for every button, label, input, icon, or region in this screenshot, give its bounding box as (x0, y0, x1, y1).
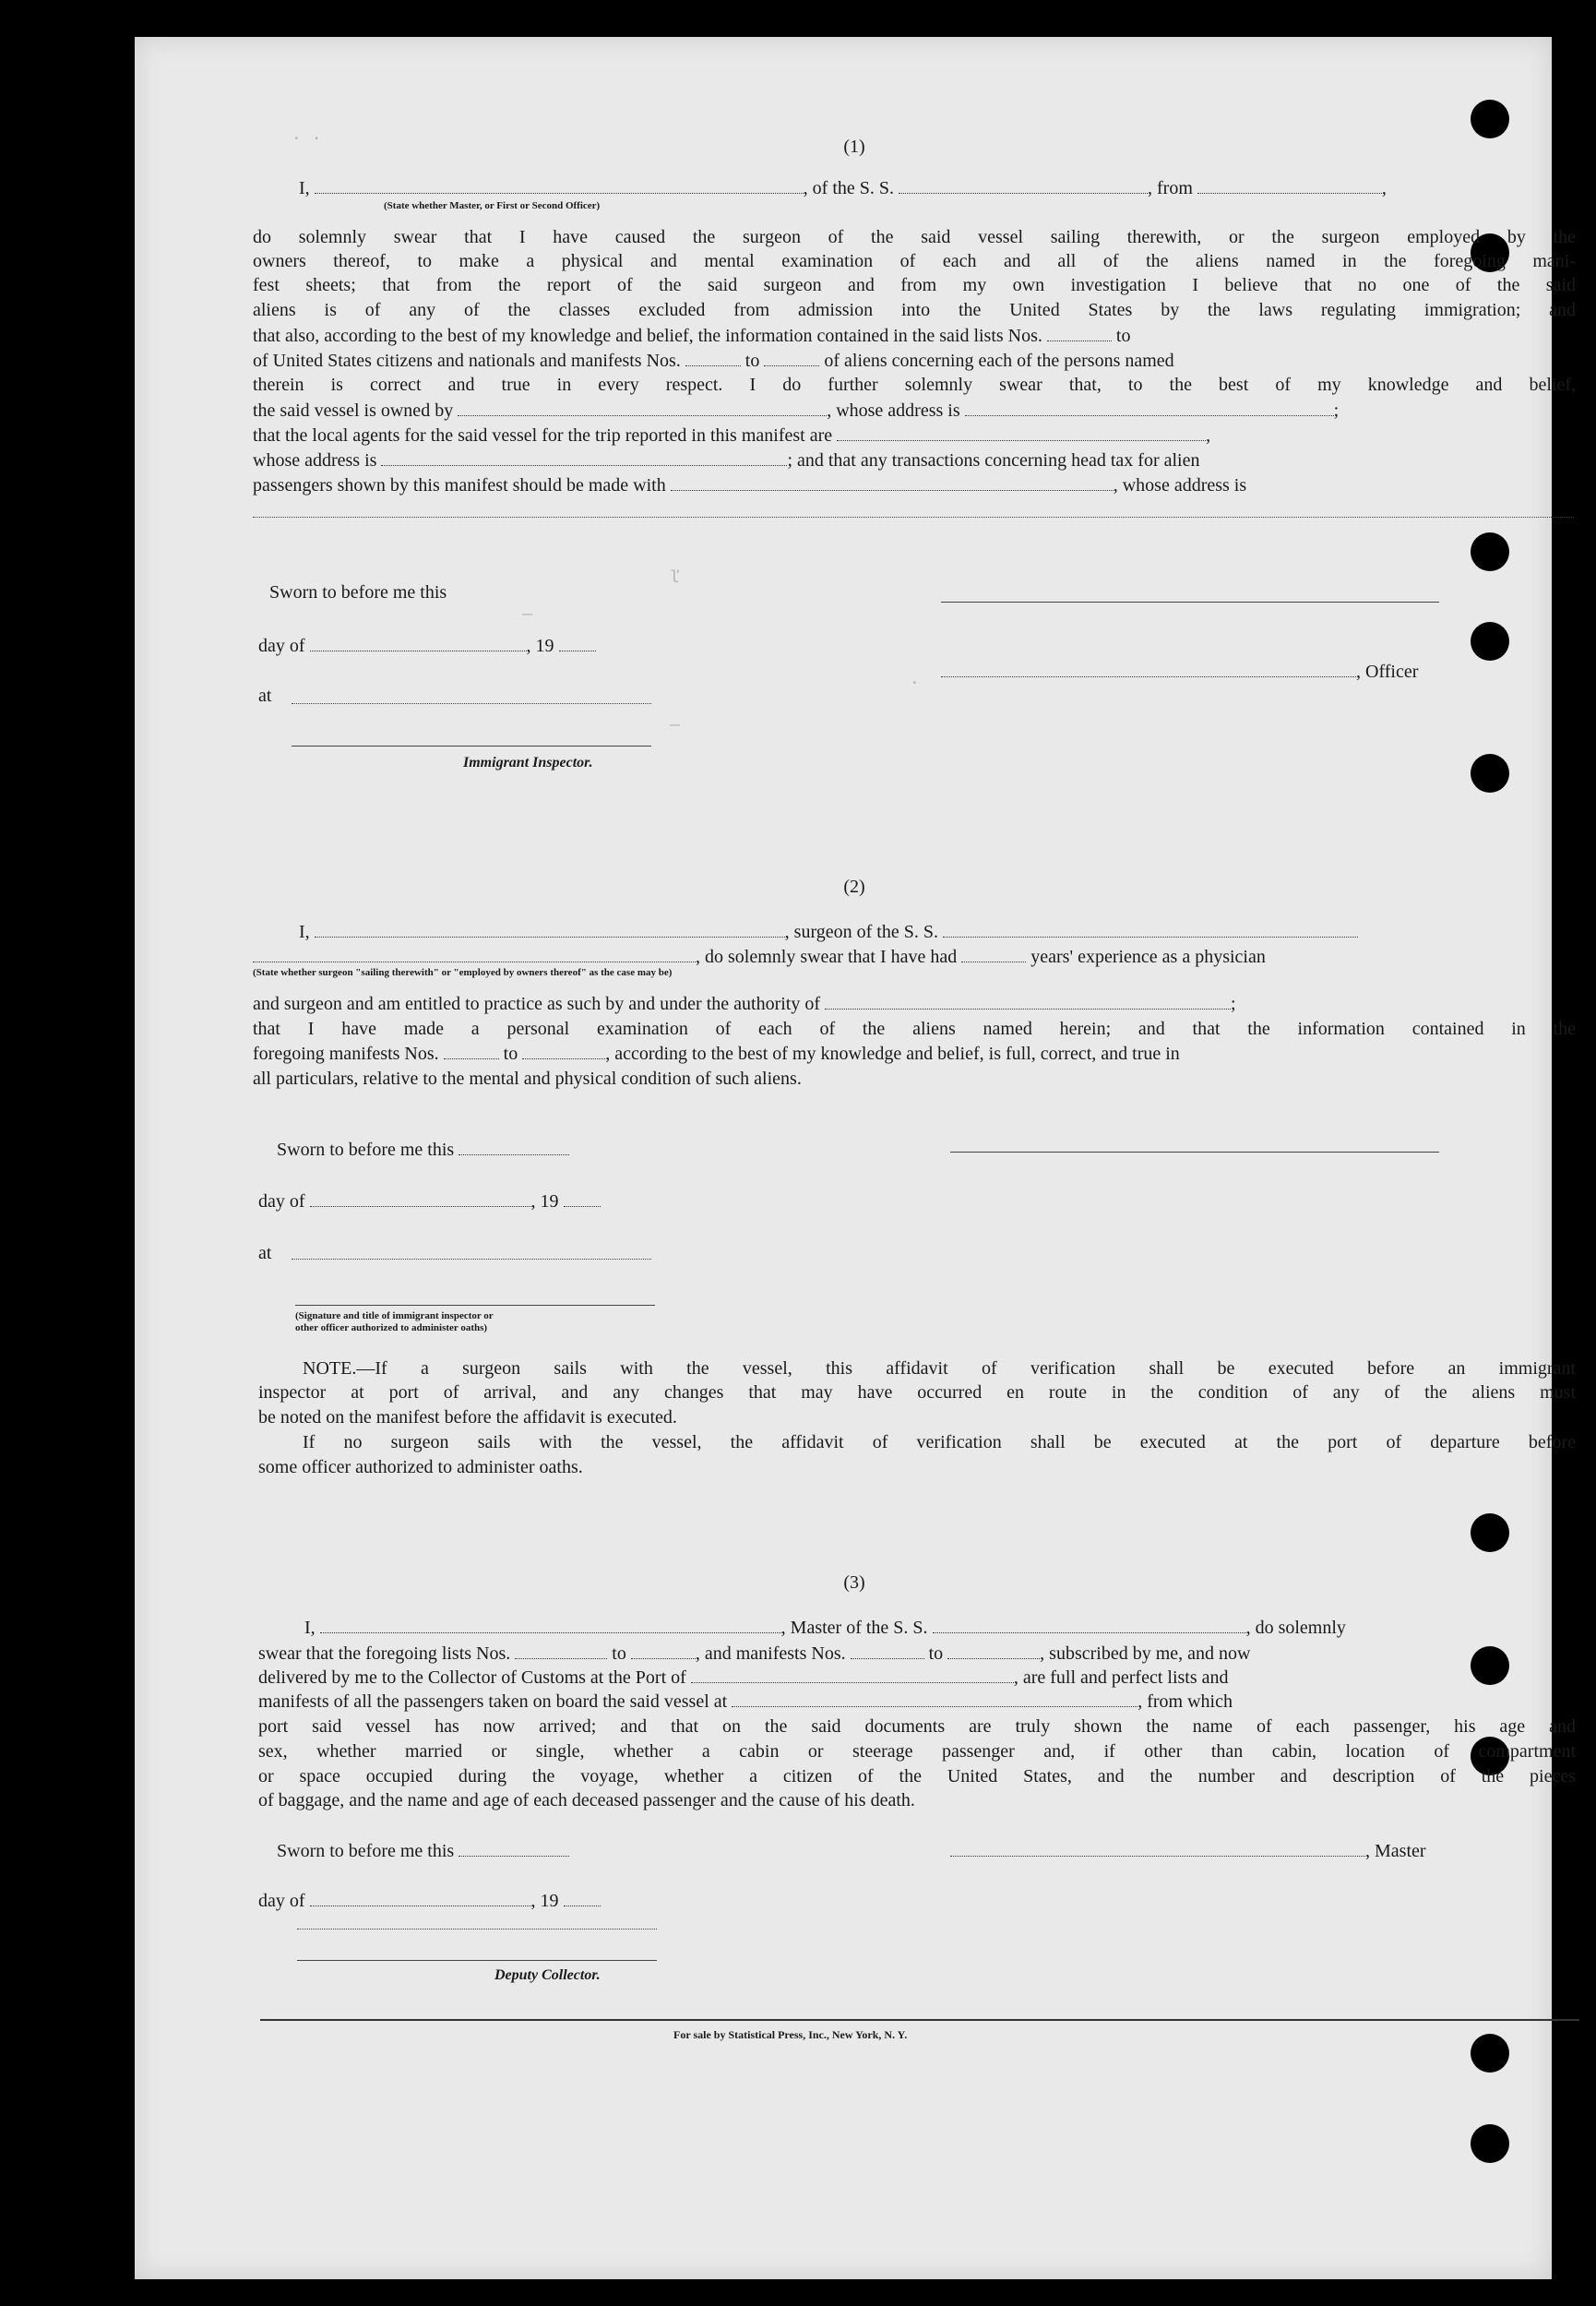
sworn-line-2: Sworn to before me this (277, 1139, 569, 1161)
oath-line: aliens is of any of the classes excluded from admission into the United States by the laws regulating immigration; and (253, 300, 1576, 320)
agents-address-line: whose address is ; and that any transactions concerning head tax for alien (253, 450, 1200, 471)
binder-hole (1471, 622, 1509, 661)
note-text: NOTE.—If a surgeon sails with the vessel, this affidavit of verification shall be executed before an immigrant (303, 1358, 1576, 1379)
lists-line: swear that the foregoing lists Nos. to , and manifests Nos. to , subscribed by me, and now (258, 1643, 1251, 1664)
binder-hole (1471, 2124, 1509, 2163)
declaration-line: sex, whether married or single, whether a cabin or steerage passenger and, if other than cabin, location of compartment (258, 1741, 1576, 1762)
manifest-page (135, 37, 1576, 2279)
binder-hole (1471, 754, 1509, 793)
officer-signature: , Officer (941, 661, 1418, 683)
bleed-through-text: ľ (670, 568, 680, 587)
bleed-through-text: · · (292, 129, 322, 149)
binder-hole (1471, 532, 1509, 571)
bleed-through-text: — (670, 715, 680, 735)
day-line-1: day of , 19 (258, 635, 596, 657)
declaration-line: of baggage, and the name and age of each deceased passenger and the cause of his death. (258, 1790, 915, 1810)
note-line: be noted on the manifest before the affidavit is executed. (258, 1407, 677, 1428)
oath-line: fest sheets; that from the report of the said surgeon and from my own investigation I believe that no one of the said (253, 275, 1576, 295)
manifests-line: foregoing manifests Nos. to , according to the best of my knowledge and belief, is full, correct, and true in (253, 1044, 1180, 1064)
at-line-2: at (258, 1243, 272, 1263)
collector-rule (297, 1960, 657, 1961)
officer-signature-rule (941, 602, 1439, 603)
inspector-rule (295, 1305, 655, 1306)
surgeon-experience-line: , do solemnly swear that I have had years' experience as a physician (253, 946, 1266, 968)
day-line-3: day of , 19 (258, 1890, 601, 1912)
oath-line: that also, according to the best of my knowledge and belief, the information contained in the said lists Nos. to (253, 326, 1131, 346)
declaration-line: or space occupied during the voyage, whether a citizen of the United States, and the number and description of the pieces (258, 1766, 1576, 1786)
collector-blank (297, 1929, 657, 1930)
address-blank (253, 517, 1574, 518)
particulars-line: all particulars, relative to the mental and physical condition of such aliens. (253, 1069, 802, 1089)
footer-rule (260, 2019, 1579, 2021)
note-line (303, 1356, 1576, 1380)
board-line: manifests of all the passengers taken on board the said vessel at , from which (258, 1691, 1233, 1712)
section-2-number: (2) (843, 877, 865, 897)
inspector-rule (292, 746, 651, 747)
binder-hole (1471, 100, 1509, 138)
bleed-through-text: · (910, 674, 920, 693)
owner-line: the said vessel is owned by , whose address is ; (253, 400, 1340, 421)
oath-line: do solemnly swear that I have caused the surgeon of the said vessel sailing therewith, or the surgeon employed by the (253, 227, 1576, 247)
oath-line: therein is correct and true in every respect. I do further solemnly swear that, to the best of my knowledge and belief, (253, 375, 1576, 395)
port-line: delivered by me to the Collector of Customs at the Port of , are full and perfect lists and (258, 1667, 1229, 1688)
surgeon-line: I, , surgeon of the S. S. (299, 921, 1358, 943)
note-line: If no surgeon sails with the vessel, the affidavit of verification shall be executed at the port of departure before (303, 1432, 1576, 1452)
printer-footer: For sale by Statistical Press, Inc., New York, N. Y. (673, 2028, 908, 2041)
signature-note: (Signature and title of immigrant inspector or other officer authorized to administer oaths) (295, 1310, 494, 1333)
day-line-2: day of , 19 (258, 1190, 601, 1213)
note-line: inspector at port of arrival, and any changes that may have occurred en route in the condition of any of the aliens must (258, 1382, 1576, 1403)
binder-hole (1471, 1646, 1509, 1685)
sworn-line-1: Sworn to before me this (269, 582, 447, 603)
surgeon-note: (State whether surgeon "sailing therewith" or "employed by owners thereof" as the case may be) (253, 967, 673, 978)
oath-line: of United States citizens and nationals and manifests Nos. to of aliens concerning each of the persons named (253, 351, 1174, 371)
surgeon-signature-rule (950, 1152, 1439, 1153)
note-line: some officer authorized to administer oaths. (258, 1457, 583, 1477)
at-blank (292, 1259, 651, 1260)
master-line: I, , Master of the S. S. , do solemnly (304, 1618, 1346, 1638)
section-1-number: (1) (843, 137, 865, 157)
bleed-through-text: — (522, 604, 532, 624)
sworn-line-3: Sworn to before me this (277, 1840, 569, 1862)
section-3-number: (3) (843, 1572, 865, 1593)
officer-line: I, , of the S. S. , from , (299, 178, 1387, 198)
authority-line: and surgeon and am entitled to practice as such by and under the authority of ; (253, 994, 1236, 1014)
at-blank (292, 703, 651, 704)
binder-hole (1471, 1513, 1509, 1552)
head-tax-line: passengers shown by this manifest should be made with , whose address is (253, 475, 1247, 496)
officer-note: (State whether Master, or First or Second Officer) (384, 200, 601, 211)
declaration-line: port said vessel has now arrived; and that on the said documents are truly shown the name of each passenger, his age and (258, 1716, 1576, 1737)
oath-line: owners thereof, to make a physical and mental examination of each and all of the aliens named in the foregoing mani- (253, 251, 1576, 271)
deputy-collector-title: Deputy Collector. (494, 1967, 601, 1983)
at-line-1: at (258, 686, 272, 706)
binder-hole (1471, 2034, 1509, 2073)
agents-line: that the local agents for the said vessel for the trip reported in this manifest are , (253, 425, 1211, 446)
inspector-title: Immigrant Inspector. (463, 755, 593, 771)
examination-line: that I have made a personal examination of each of the aliens named herein; and that the information contained in the (253, 1019, 1576, 1039)
master-signature: , Master (950, 1840, 1426, 1862)
